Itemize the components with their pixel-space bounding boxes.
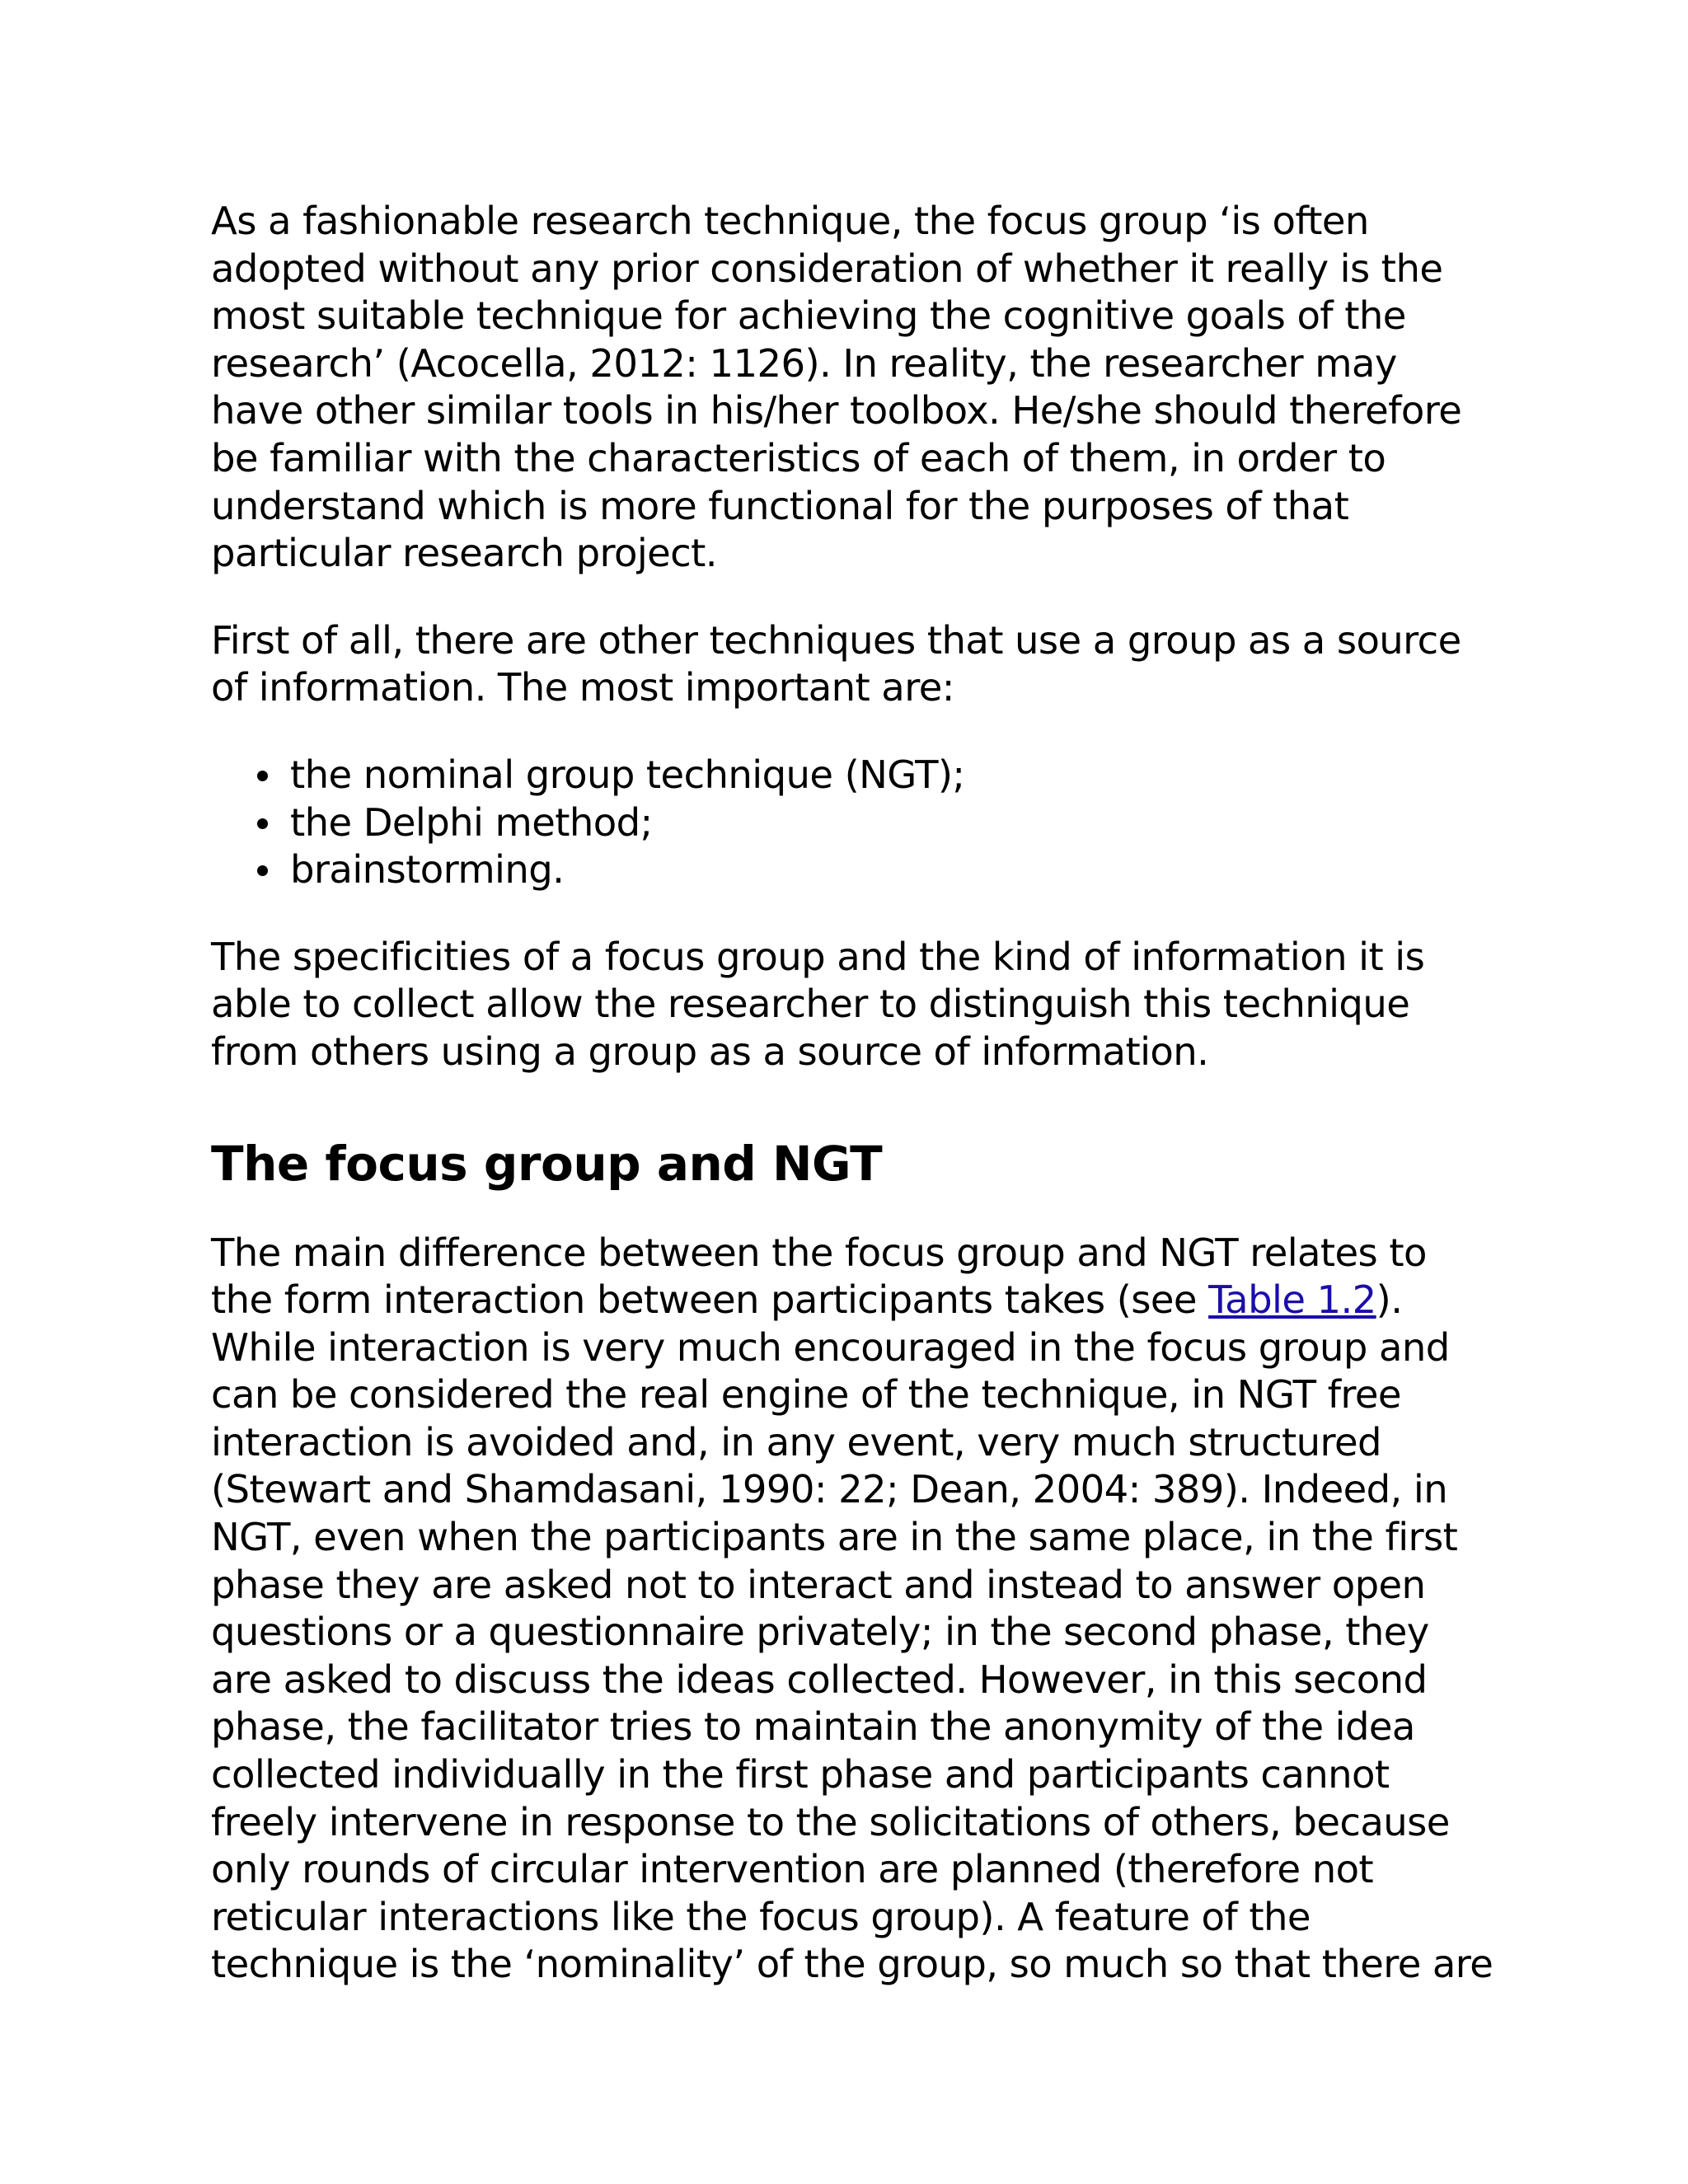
list-item <box>290 752 1497 799</box>
section-heading: The focus group and NGT <box>211 1135 883 1192</box>
list-item-text: the nominal group technique (NGT); <box>290 752 965 797</box>
paragraph-text-after-link: ). While interaction is very much encouraged in the focus group and can be considered the real engine of the technique, in NGT free interaction is avoided and, in any event, very much structured (Stewart and Shamdasani, 1990: 22; Dean, 2004: 389). Indeed, in NGT, even when the participants are in the same place, in the first phase they are asked not to interact and instead to answer open questions or a questionnaire privately; in the second phase, they are asked to discuss the ideas collected. However, in this second phase, the facilitator tries to maintain the anonymity of the idea collected individually in the first phase and participants cannot freely intervene in response to the solicitations of others, because only rounds of circular intervention are planned (therefore not reticular interactions like the focus group). A feature of the technique is the ‘nominality’ of the group, so much so that there are <box>211 1277 1493 1987</box>
bullet-icon <box>257 865 268 876</box>
list-item-text: brainstorming. <box>290 847 565 893</box>
paragraph-text-before-link: The main difference between the focus group and NGT relates to the form interaction between participants takes (see <box>211 1230 1427 1323</box>
bullet-icon <box>257 818 268 829</box>
table-reference-link[interactable]: Table 1.2 <box>1208 1277 1376 1323</box>
list-item <box>290 799 1497 847</box>
paragraph-specificities: The specificities of a focus group and the kind of information it is able to collect allow the researcher to distinguish this technique from others using a group as a source of information. <box>211 934 1425 1074</box>
paragraph-group-techniques: First of all, there are other techniques that use a group as a source of information. The most important are: <box>211 617 1461 710</box>
bullet-icon <box>257 771 268 781</box>
paragraph-intro: As a fashionable research technique, the focus group ‘is often adopted without any prior consideration of whether it really is the most suitable technique for achieving the cognitive goals of the research’ (Acocella, 2012: 1126). In reality, the researcher may have other similar tools in his/her toolbox. He/she should therefore be familiar with the characteristics of each of them, in order to understand which is more functional for the purposes of that particular research project. <box>211 199 1462 576</box>
list-item <box>290 846 1497 894</box>
paragraph-ngt-difference <box>211 1230 1497 1990</box>
list-item-text: the Delphi method; <box>290 799 653 845</box>
techniques-list <box>211 752 1497 894</box>
document-page <box>211 198 1497 1989</box>
